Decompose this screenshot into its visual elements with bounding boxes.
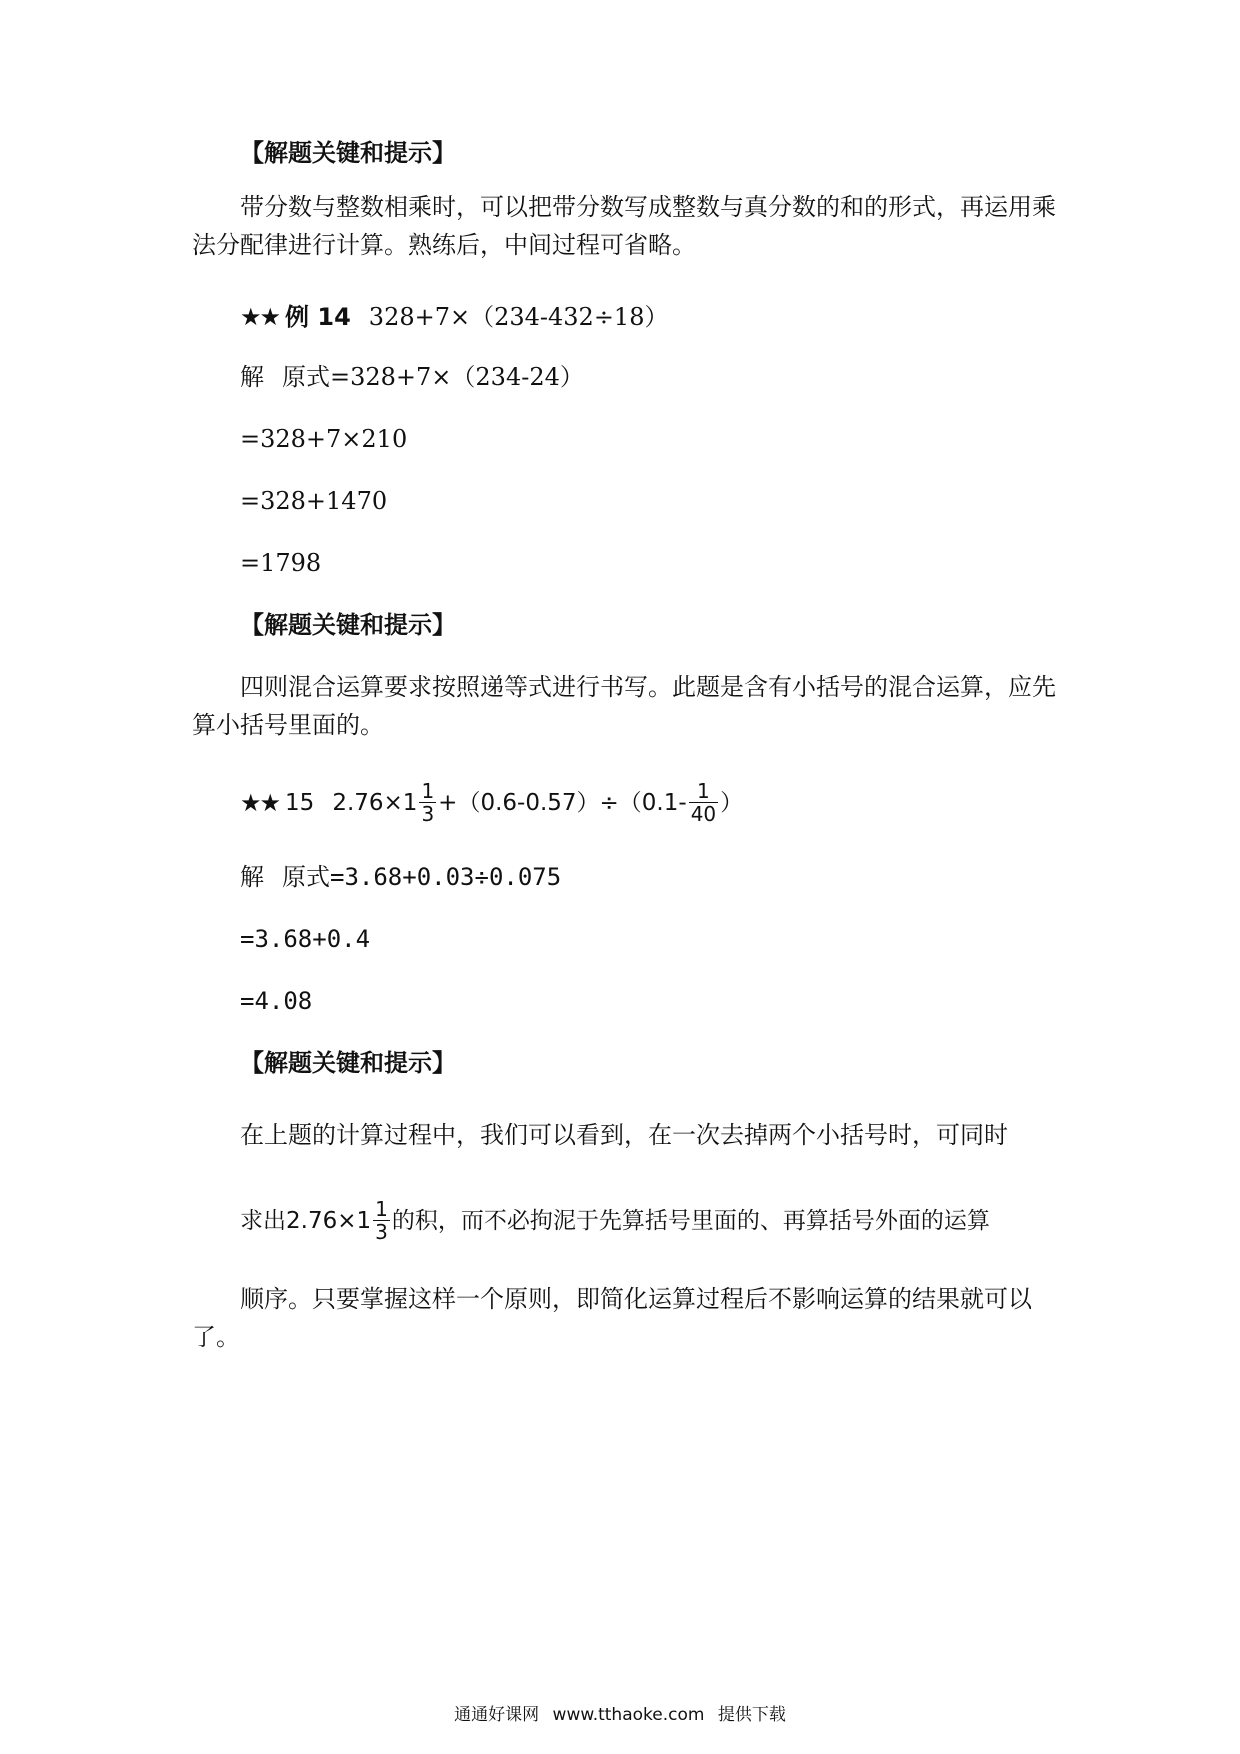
fraction: [419, 780, 436, 825]
example-label: 例 14: [285, 303, 351, 331]
example-14-step-3: =328+1470: [240, 487, 388, 515]
example-15-step-2: =3.68+0.4: [240, 925, 371, 953]
section-heading-2: 【解题关键和提示】: [240, 611, 456, 639]
example-14-title: [240, 302, 668, 332]
expression-part-2: +（0.6-0.57）÷（0.1-: [438, 789, 687, 816]
fraction-denominator: 3: [421, 802, 435, 826]
fraction-numerator: 1: [697, 779, 710, 803]
example-15-step-1: [240, 862, 561, 892]
solution-prefix: 解: [240, 863, 264, 891]
expression-part-3: ）: [720, 789, 744, 816]
example-15-title: [240, 780, 743, 825]
line-2-pre: 求出2.76×1: [240, 1207, 372, 1234]
example-label: 15: [285, 789, 315, 816]
example-14-step-2: =328+7×210: [240, 425, 408, 453]
example-14-step-4: =1798: [240, 549, 322, 577]
expression-part-1: 2.76×1: [332, 789, 418, 816]
line-2-post: 的积，而不必拘泥于先算括号里面的、再算括号外面的运算: [391, 1207, 990, 1234]
fraction: [689, 780, 718, 825]
fraction: [373, 1198, 390, 1243]
section-3-line-1: 在上题的计算过程中，我们可以看到，在一次去掉两个小括号时，可同时: [240, 1121, 1008, 1149]
difficulty-stars: ★★: [240, 788, 280, 817]
footer-suffix: 提供下载: [717, 1705, 786, 1725]
solution-step: 原式=3.68+0.03÷0.075: [282, 863, 562, 891]
page-footer: [0, 1700, 1240, 1725]
fraction-denominator: 40: [690, 802, 717, 826]
section-paragraph-1: 带分数与整数相乘时，可以把带分数写成整数与真分数的和的形式，再运用乘法分配律进行计算。熟练后，中间过程可省略。: [192, 193, 1056, 259]
fraction-numerator: 1: [421, 779, 435, 803]
example-15-step-3: =4.08: [240, 987, 313, 1015]
difficulty-stars: ★★: [240, 303, 280, 331]
section-paragraph-3: 顺序。只要掌握这样一个原则，即简化运算过程后不影响运算的结果就可以了。: [192, 1285, 1032, 1351]
section-heading-3: 【解题关键和提示】: [240, 1049, 456, 1077]
footer-url[interactable]: www.tthaoke.com: [552, 1705, 705, 1725]
solution-step: 原式=328+7×（234-24）: [282, 363, 584, 391]
fraction-denominator: 3: [375, 1220, 388, 1244]
section-paragraph-2: 四则混合运算要求按照递等式进行书写。此题是含有小括号的混合运算，应先算小括号里面的。: [192, 673, 1056, 739]
example-14-step-1: [240, 362, 584, 392]
example-expression: 328+7×（234-432÷18）: [368, 303, 669, 331]
solution-prefix: 解: [240, 363, 264, 391]
section-3-line-2: [240, 1198, 990, 1243]
section-heading-1: 【解题关键和提示】: [240, 139, 456, 167]
fraction-numerator: 1: [375, 1197, 388, 1221]
footer-site-name: 通通好课网: [454, 1705, 540, 1725]
